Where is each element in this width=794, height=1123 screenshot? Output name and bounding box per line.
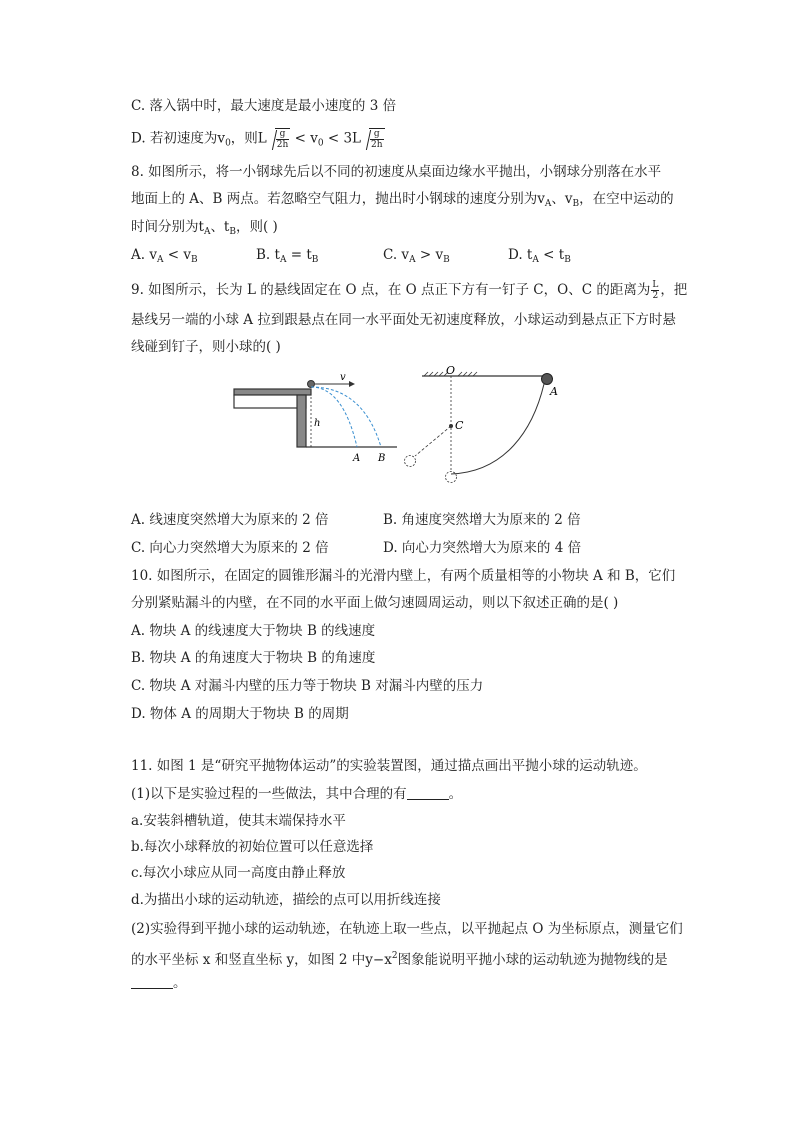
- q10-line1: 10. 如图所示，在固定的圆锥形漏斗的光滑内壁上，有两个质量相等的小物块 A 和 B，它们: [131, 568, 676, 584]
- answer-blank[interactable]: [407, 785, 449, 800]
- ball-a-label: A: [550, 385, 558, 398]
- q9-option-a[interactable]: A. 线速度突然增大为原来的 2 倍: [131, 512, 329, 528]
- q8-sub: A: [544, 199, 552, 209]
- q11-part2-line3: [131, 973, 187, 993]
- q11-part2-line1: (2)实验得到平抛小球的运动轨迹，在轨迹上取一些点，以平抛起点 O 为坐标原点，测量它们: [131, 921, 683, 937]
- q7-d-sqrt1: [267, 128, 291, 150]
- q9-fraction: [651, 280, 659, 301]
- q8-line2-text: 地面上的 A、B 两点。若忽略空气阻力，抛出时小钢球的速度分别为v: [131, 191, 545, 207]
- point-a-label: A: [353, 453, 361, 464]
- table-leg: [297, 395, 306, 447]
- q7-d-frac-num2: g: [370, 129, 384, 140]
- q7-d-text2: ，则L: [230, 130, 267, 147]
- q7-d-frac-num: g: [276, 129, 290, 140]
- q10-option-d[interactable]: D. 物体 A 的周期大于物块 B 的周期: [131, 706, 349, 722]
- q11-part1-end: 。: [448, 786, 463, 802]
- q9-line1: [131, 280, 687, 301]
- q7-d-sub2: 0: [317, 138, 324, 149]
- table-top: [234, 389, 311, 395]
- pendulum-figure: [405, 364, 559, 483]
- q7-d-text3: < v: [290, 130, 318, 147]
- swing-arc: [451, 384, 544, 474]
- q8-option-c[interactable]: [383, 245, 450, 270]
- q9-line1-text: 9. 如图所示，长为 L 的悬线固定在 O 点，在 O 点正下方有一钉子 C，O、C 的距离为: [131, 282, 651, 298]
- q10-option-c[interactable]: C. 物块 A 对漏斗内壁的压力等于物块 B 对漏斗内壁的压力: [131, 678, 484, 694]
- q11-part2-line3-end: 。: [173, 975, 187, 991]
- q8-line3-end: ，则( ): [236, 219, 278, 235]
- q11-part2-end: 图象能说明平抛小球的运动轨迹为抛物线的是: [397, 952, 668, 968]
- nail-c-label: C: [455, 419, 464, 432]
- q8-sub: A: [156, 255, 164, 265]
- q8-sub: A: [409, 255, 416, 265]
- q7-option-c: C. 落入锅中时，最大速度是最小速度的 3 倍: [131, 98, 397, 114]
- q9-option-d[interactable]: D. 向心力突然增大为原来的 4 倍: [383, 540, 582, 556]
- q11-sup: 2: [391, 951, 398, 961]
- trajectory-b: [311, 387, 381, 447]
- q8-line3: [131, 217, 278, 242]
- q8-sub: B: [443, 255, 450, 265]
- q8-sub: B: [311, 255, 319, 265]
- q8-c-op: > v: [415, 247, 444, 263]
- height-label: h: [314, 418, 321, 429]
- q8-sub: B: [572, 199, 580, 209]
- q8-option-b[interactable]: [256, 245, 318, 270]
- q8-line2-end: ，在空中运动的: [579, 191, 674, 207]
- q8-d-op: < t: [538, 247, 565, 263]
- q10-line2: 分别紧贴漏斗的内壁，在不同的水平面上做匀速圆周运动，则以下叙述正确的是( ): [131, 595, 619, 611]
- q8-line3-text: 时间分别为t: [131, 219, 204, 235]
- q11-part1-text: (1)以下是实验过程的一些做法，其中合理的有: [131, 786, 407, 802]
- answer-blank[interactable]: [131, 974, 173, 989]
- q7-d-sub: 0: [225, 138, 231, 149]
- velocity-label: v: [340, 372, 346, 383]
- q11-item-c: c.每次小球应从同一高度由静止释放: [131, 865, 346, 881]
- q11-item-a: a.安装斜槽轨道，使其末端保持水平: [131, 813, 346, 829]
- q11-item-b: b.每次小球释放的初始位置可以任意选择: [131, 839, 374, 855]
- q8-d-text: D. t: [508, 247, 533, 263]
- table-edge: [234, 395, 306, 408]
- q8-b-text: B. t: [256, 247, 280, 263]
- shortened-string: [415, 426, 451, 456]
- q8-line1: 8. 如图所示，将一小钢球先后以不同的初速度从桌面边缘水平抛出，小钢球分别落在水平: [131, 164, 662, 180]
- q7-d-text: D. 若初速度为v: [131, 130, 226, 147]
- q11-line1: 11. 如图 1 是“研究平抛物体运动”的实验装置图，通过描点画出平抛小球的运动轨迹。: [131, 758, 647, 774]
- ball-a: [542, 374, 553, 385]
- q7-d-sqrt2: [361, 128, 385, 150]
- q7-d-frac-den2: 2h: [371, 140, 383, 150]
- q9-frac-num: L: [652, 280, 659, 290]
- trajectory-a: [311, 387, 357, 447]
- steel-ball: [308, 381, 315, 388]
- q8-option-d[interactable]: [508, 245, 571, 270]
- q9-line2: 悬线另一端的小球 A 拉到跟悬点在同一水平面处无初速度释放，小球运动到悬点正下方时悬: [131, 312, 676, 328]
- q8-sub: A: [203, 227, 211, 237]
- point-b-label: B: [378, 453, 386, 464]
- q9-line3: 线碰到钉子，则小球的( ): [131, 339, 281, 355]
- q8-a-op: < v: [163, 247, 191, 263]
- ball-position-2: [446, 472, 457, 483]
- q7-option-d: [131, 128, 385, 154]
- q8-sub: A: [532, 255, 539, 265]
- table-figure: [234, 372, 397, 464]
- q8-option-a[interactable]: [131, 245, 198, 270]
- velocity-arrowhead: [349, 381, 355, 387]
- ball-position-1: [405, 456, 416, 467]
- point-o-label: O: [446, 364, 456, 377]
- q9-option-b[interactable]: B. 角速度突然增大为原来的 2 倍: [383, 512, 581, 528]
- q8-a-text: A. v: [131, 247, 157, 263]
- q8-sub: B: [229, 227, 236, 237]
- q8-line3-mid: 、t: [210, 219, 230, 235]
- q8-b-op: = t: [286, 247, 312, 263]
- q11-part2-text: 的水平坐标 x 和竖直坐标 y，如图 2 中y−x: [131, 952, 392, 968]
- q9-line1-end: ，把: [660, 282, 688, 298]
- q11-part1: [131, 784, 462, 804]
- q8-sub: B: [191, 255, 198, 265]
- q11-part2-line2: [131, 946, 668, 970]
- q8-sub: A: [279, 255, 287, 265]
- q9-frac-den: 2: [652, 291, 659, 301]
- q11-item-d: d.为描出小球的运动轨迹，描绘的点可以用折线连接: [131, 892, 441, 908]
- q9-option-c[interactable]: C. 向心力突然增大为原来的 2 倍: [131, 540, 329, 556]
- q8-c-text: C. v: [383, 247, 410, 263]
- q7-d-text4: < 3L: [323, 130, 362, 147]
- q10-option-b[interactable]: B. 物块 A 的角速度大于物块 B 的角速度: [131, 650, 376, 666]
- figures: [225, 360, 575, 490]
- q8-line2-mid: 、v: [551, 191, 573, 207]
- q8-sub: B: [564, 255, 571, 265]
- q8-line2: [131, 189, 674, 214]
- q10-option-a[interactable]: A. 物块 A 的线速度大于物块 B 的线速度: [131, 623, 376, 639]
- q7-d-frac-den: 2h: [276, 140, 289, 150]
